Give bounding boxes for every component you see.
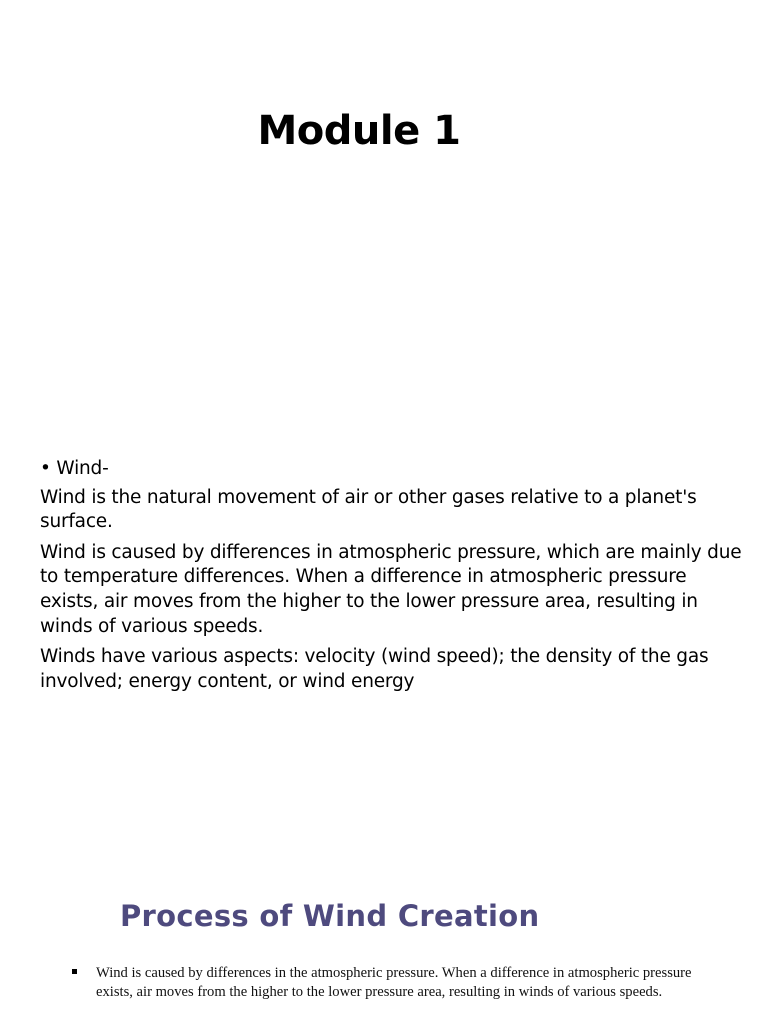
paragraph-aspects: Winds have various aspects: velocity (wind speed); the density of the gas involved; energy content, or wind energy <box>40 646 709 692</box>
paragraph-definition: Wind is the natural movement of air or other gases relative to a planet's surface. <box>40 486 697 533</box>
bullet-heading: • Wind- <box>40 458 109 479</box>
page-title: Module 1 <box>257 107 461 154</box>
figure-heading: Process of Wind Creation <box>120 899 540 933</box>
paragraph-cause: Wind is caused by differences in atmospheric pressure, which are mainly due to temperature differences. When a difference in atmospheric pressure exists, air moves from the higher to the lower pressure area, resulting in winds of various speeds. <box>40 541 742 637</box>
square-bullet-icon <box>72 969 77 974</box>
figure-bullet-text: Wind is caused by differences in the atmospheric pressure. When a difference in atmospheric pressure exists, air moves from the higher to the lower pressure area, resulting in winds of various speeds. <box>96 965 692 1000</box>
figure-bullet-item <box>72 964 692 1001</box>
body-text <box>40 457 745 700</box>
